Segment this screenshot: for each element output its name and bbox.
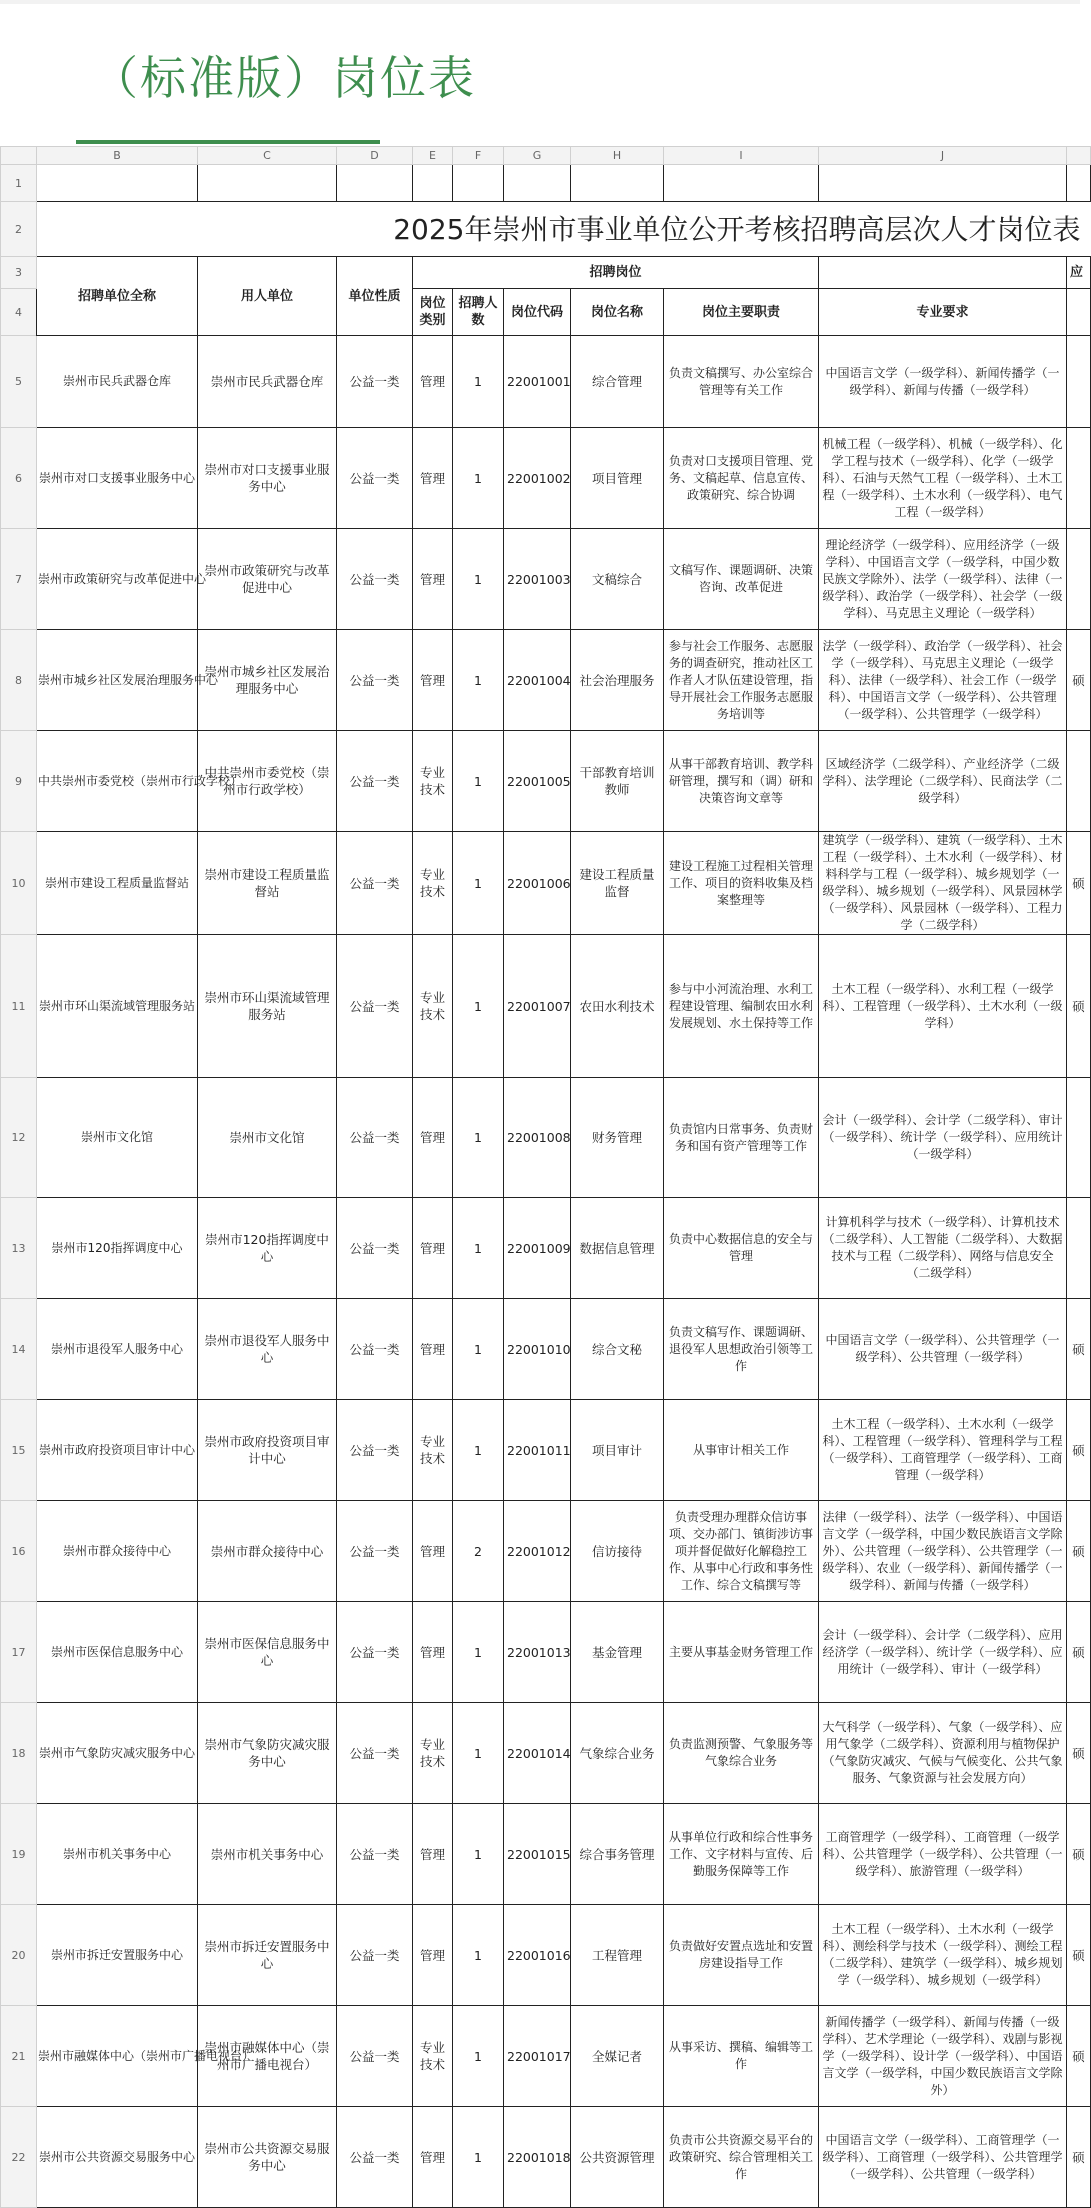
requirements-partial-cell[interactable] <box>1067 731 1091 832</box>
col-letter-partial[interactable] <box>1067 147 1091 165</box>
post-name-cell[interactable]: 全媒记者 <box>571 2006 664 2107</box>
employer-cell[interactable]: 崇州市民兵武器仓库 <box>198 336 337 428</box>
main-duties-cell[interactable]: 负责中心数据信息的安全与管理 <box>664 1198 819 1299</box>
unit-nature-cell[interactable]: 公益一类 <box>337 529 413 630</box>
row-number[interactable]: 13 <box>1 1198 37 1299</box>
unit-fullname-cell[interactable]: 崇州市退役军人服务中心 <box>37 1299 198 1400</box>
post-code-cell[interactable]: 22001007 <box>504 935 571 1078</box>
recruit-count-cell[interactable]: 1 <box>453 336 504 428</box>
post-category-cell[interactable]: 管理 <box>413 2107 453 2208</box>
employer-cell[interactable]: 崇州市退役军人服务中心 <box>198 1299 337 1400</box>
unit-nature-cell[interactable]: 公益一类 <box>337 1501 413 1602</box>
main-duties-cell[interactable]: 从事单位行政和综合性事务工作、文字材料与宣传、后勤服务保障等工作 <box>664 1804 819 1905</box>
post-code-cell[interactable]: 22001012 <box>504 1501 571 1602</box>
requirements-partial-cell[interactable]: 硕 <box>1067 1602 1091 1703</box>
major-requirements-cell[interactable]: 法律（一级学科）、法学（一级学科）、中国语言文学（一级学科，中国少数民族语言文学除外）、公共管理（一级学科）、公共管理学（一级学科）、农业（一级学科）、新闻传播学（一级学科）、新闻与传播（一级学科） <box>819 1501 1067 1602</box>
header-post-code[interactable]: 岗位代码 <box>504 289 571 336</box>
col-letter[interactable]: J <box>819 147 1067 165</box>
unit-fullname-cell[interactable]: 崇州市建设工程质量监督站 <box>37 832 198 935</box>
table-row <box>1 2107 1091 2208</box>
row-number[interactable]: 17 <box>1 1602 37 1703</box>
requirements-partial-cell[interactable] <box>1067 1198 1091 1299</box>
post-code-cell[interactable]: 22001014 <box>504 1703 571 1804</box>
requirements-partial-cell[interactable]: 硕 <box>1067 935 1091 1078</box>
unit-nature-cell[interactable]: 公益一类 <box>337 1602 413 1703</box>
col-letter[interactable]: F <box>453 147 504 165</box>
table-row <box>1 2006 1091 2107</box>
post-category-cell[interactable]: 专业技术 <box>413 2006 453 2107</box>
cell[interactable] <box>819 257 1067 289</box>
cell[interactable] <box>1067 165 1091 202</box>
post-name-cell[interactable]: 综合文秘 <box>571 1299 664 1400</box>
requirements-partial-cell[interactable]: 硕 <box>1067 1804 1091 1905</box>
row-number[interactable]: 21 <box>1 2006 37 2107</box>
post-category-cell[interactable]: 专业技术 <box>413 1703 453 1804</box>
major-requirements-cell[interactable]: 土木工程（一级学科）、水利工程（一级学科）、工程管理（一级学科）、土木水利（一级学科） <box>819 935 1067 1078</box>
major-requirements-cell[interactable]: 会计（一级学科）、会计学（二级学科）、审计（一级学科）、统计学（一级学科）、应用统计（一级学科） <box>819 1078 1067 1198</box>
post-name-cell[interactable]: 综合管理 <box>571 336 664 428</box>
post-category-cell[interactable]: 管理 <box>413 529 453 630</box>
requirements-partial-cell[interactable]: 硕 <box>1067 1299 1091 1400</box>
spreadsheet[interactable] <box>0 146 1085 2208</box>
major-requirements-cell[interactable]: 中国语言文学（一级学科）、新闻传播学（一级学科）、新闻与传播（一级学科） <box>819 336 1067 428</box>
cell[interactable] <box>664 165 819 202</box>
recruit-count-cell[interactable]: 1 <box>453 630 504 731</box>
major-requirements-cell[interactable]: 区域经济学（二级学科）、产业经济学（二级学科）、法学理论（二级学科）、民商法学（二级学科） <box>819 731 1067 832</box>
table-row <box>1 428 1091 529</box>
post-name-cell[interactable]: 干部教育培训教师 <box>571 731 664 832</box>
unit-nature-cell[interactable]: 公益一类 <box>337 1703 413 1804</box>
employer-cell[interactable]: 中共崇州市委党校（崇州市行政学校） <box>198 731 337 832</box>
unit-nature-cell[interactable]: 公益一类 <box>337 428 413 529</box>
cell[interactable] <box>571 165 664 202</box>
header-post-category[interactable]: 岗位类别 <box>413 289 453 336</box>
unit-nature-cell[interactable]: 公益一类 <box>337 832 413 935</box>
recruit-count-cell[interactable]: 1 <box>453 731 504 832</box>
cell[interactable] <box>453 165 504 202</box>
cell[interactable] <box>37 165 198 202</box>
post-code-cell[interactable]: 22001015 <box>504 1804 571 1905</box>
main-duties-cell[interactable]: 主要从事基金财务管理工作 <box>664 1602 819 1703</box>
post-category-cell[interactable]: 专业技术 <box>413 935 453 1078</box>
row-number[interactable]: 6 <box>1 428 37 529</box>
recruit-count-cell[interactable]: 1 <box>453 2006 504 2107</box>
employer-cell[interactable]: 崇州市群众接待中心 <box>198 1501 337 1602</box>
unit-fullname-cell[interactable]: 崇州市政府投资项目审计中心 <box>37 1400 198 1501</box>
requirements-partial-cell[interactable] <box>1067 529 1091 630</box>
main-duties-cell[interactable]: 参与中小河流治理、水利工程建设管理、编制农田水利发展规划、水土保持等工作 <box>664 935 819 1078</box>
recruit-count-cell[interactable]: 1 <box>453 1905 504 2006</box>
major-requirements-cell[interactable]: 计算机科学与技术（一级学科）、计算机技术（二级学科）、人工智能（二级学科）、大数据技术与工程（二级学科）、网络与信息安全（二级学科） <box>819 1198 1067 1299</box>
job-table <box>0 146 1091 2208</box>
post-category-cell[interactable]: 管理 <box>413 336 453 428</box>
employer-cell[interactable]: 崇州市政府投资项目审计中心 <box>198 1400 337 1501</box>
main-duties-cell[interactable]: 负责市公共资源交易平台的政策研究、综合管理相关工作 <box>664 2107 819 2208</box>
post-name-cell[interactable]: 社会治理服务 <box>571 630 664 731</box>
recruit-count-cell[interactable]: 1 <box>453 428 504 529</box>
table-row <box>1 1078 1091 1198</box>
requirements-partial-cell[interactable]: 硕 <box>1067 832 1091 935</box>
post-category-cell[interactable]: 管理 <box>413 1602 453 1703</box>
post-name-cell[interactable]: 建设工程质量监督 <box>571 832 664 935</box>
row-number[interactable]: 19 <box>1 1804 37 1905</box>
unit-fullname-cell[interactable]: 崇州市环山渠流域管理服务站 <box>37 935 198 1078</box>
unit-fullname-cell[interactable]: 崇州市气象防灾减灾服务中心 <box>37 1703 198 1804</box>
table-row <box>1 1198 1091 1299</box>
recruit-count-cell[interactable]: 1 <box>453 529 504 630</box>
main-duties-cell[interactable]: 负责文稿写作、课题调研、退役军人思想政治引领等工作 <box>664 1299 819 1400</box>
col-letter[interactable]: C <box>198 147 337 165</box>
header-requirements-partial[interactable]: 应 <box>1067 257 1091 289</box>
job-rows <box>1 336 1091 2208</box>
unit-fullname-cell[interactable]: 崇州市群众接待中心 <box>37 1501 198 1602</box>
header-unit-nature[interactable]: 单位性质 <box>337 257 413 336</box>
unit-nature-cell[interactable]: 公益一类 <box>337 731 413 832</box>
header-post-name[interactable]: 岗位名称 <box>571 289 664 336</box>
post-category-cell[interactable]: 管理 <box>413 1804 453 1905</box>
post-category-cell[interactable]: 管理 <box>413 428 453 529</box>
unit-fullname-cell[interactable]: 崇州市民兵武器仓库 <box>37 336 198 428</box>
column-letter-row <box>1 147 1091 165</box>
main-duties-cell[interactable]: 从事干部教育培训、教学科研管理，撰写和（调）研和决策咨询文章等 <box>664 731 819 832</box>
recruit-count-cell[interactable]: 1 <box>453 1804 504 1905</box>
post-code-cell[interactable]: 22001009 <box>504 1198 571 1299</box>
sheet-row-2 <box>1 202 1091 257</box>
recruit-count-cell[interactable]: 1 <box>453 1198 504 1299</box>
major-requirements-cell[interactable]: 法学（一级学科）、政治学（一级学科）、社会学（一级学科）、马克思主义理论（一级学科）、法律（一级学科）、社会工作（一级学科）、中国语言文学（一级学科）、公共管理（一级学科）、公共管理学（一级学科） <box>819 630 1067 731</box>
employer-cell[interactable]: 崇州市机关事务中心 <box>198 1804 337 1905</box>
main-duties-cell[interactable]: 文稿写作、课题调研、决策咨询、改革促进 <box>664 529 819 630</box>
main-duties-cell[interactable]: 负责受理办理群众信访事项、交办部门、镇街涉访事项并督促做好化解稳控工作、从事中心行政和事务性工作、综合文稿撰写等 <box>664 1501 819 1602</box>
employer-cell[interactable]: 崇州市融媒体中心（崇州市广播电视台） <box>198 2006 337 2107</box>
post-code-cell[interactable]: 22001018 <box>504 2107 571 2208</box>
employer-cell[interactable]: 崇州市120指挥调度中心 <box>198 1198 337 1299</box>
post-name-cell[interactable]: 信访接待 <box>571 1501 664 1602</box>
table-row <box>1 731 1091 832</box>
header-major-requirements[interactable]: 专业要求 <box>819 289 1067 336</box>
post-name-cell[interactable]: 农田水利技术 <box>571 935 664 1078</box>
requirements-partial-cell[interactable]: 硕 <box>1067 1905 1091 2006</box>
row-number[interactable]: 8 <box>1 630 37 731</box>
table-row <box>1 1905 1091 2006</box>
row-number[interactable]: 20 <box>1 1905 37 2006</box>
table-title[interactable]: 2025年崇州市事业单位公开考核招聘高层次人才岗位表 <box>37 202 1091 257</box>
major-requirements-cell[interactable]: 工商管理学（一级学科）、工商管理（一级学科）、公共管理学（一级学科）、公共管理（一级学科）、旅游管理（一级学科） <box>819 1804 1067 1905</box>
main-duties-cell[interactable]: 负责馆内日常事务、负责财务和国有资产管理等工作 <box>664 1078 819 1198</box>
post-name-cell[interactable]: 项目审计 <box>571 1400 664 1501</box>
post-category-cell[interactable]: 管理 <box>413 1905 453 2006</box>
unit-fullname-cell[interactable]: 崇州市机关事务中心 <box>37 1804 198 1905</box>
col-letter[interactable]: D <box>337 147 413 165</box>
unit-fullname-cell[interactable]: 中共崇州市委党校（崇州市行政学校） <box>37 731 198 832</box>
post-code-cell[interactable]: 22001010 <box>504 1299 571 1400</box>
row-number[interactable]: 14 <box>1 1299 37 1400</box>
requirements-partial-cell[interactable]: 硕 <box>1067 2107 1091 2208</box>
table-row <box>1 630 1091 731</box>
post-code-cell[interactable]: 22001005 <box>504 731 571 832</box>
unit-nature-cell[interactable]: 公益一类 <box>337 1198 413 1299</box>
post-code-cell[interactable]: 22001016 <box>504 1905 571 2006</box>
post-category-cell[interactable]: 管理 <box>413 1501 453 1602</box>
row-number[interactable]: 10 <box>1 832 37 935</box>
unit-nature-cell[interactable]: 公益一类 <box>337 1905 413 2006</box>
table-row <box>1 1703 1091 1804</box>
main-duties-cell[interactable]: 负责对口支援项目管理、党务、文稿起草、信息宣传、政策研究、综合协调 <box>664 428 819 529</box>
row-number[interactable]: 1 <box>1 165 37 202</box>
post-code-cell[interactable]: 22001013 <box>504 1602 571 1703</box>
unit-fullname-cell[interactable]: 崇州市对口支援事业服务中心 <box>37 428 198 529</box>
unit-nature-cell[interactable]: 公益一类 <box>337 1804 413 1905</box>
row-number[interactable]: 9 <box>1 731 37 832</box>
unit-nature-cell[interactable]: 公益一类 <box>337 630 413 731</box>
post-code-cell[interactable]: 22001004 <box>504 630 571 731</box>
sheet-row-3 <box>1 257 1091 289</box>
employer-cell[interactable]: 崇州市城乡社区发展治理服务中心 <box>198 630 337 731</box>
table-row <box>1 1299 1091 1400</box>
major-requirements-cell[interactable]: 大气科学（一级学科）、气象（一级学科）、应用气象学（二级学科）、资源利用与植物保护（气象防灾减灾、气候与气候变化、公共气象服务、气象资源与社会发展方向） <box>819 1703 1067 1804</box>
post-name-cell[interactable]: 文稿综合 <box>571 529 664 630</box>
requirements-partial-cell[interactable]: 硕 <box>1067 1400 1091 1501</box>
unit-nature-cell[interactable]: 公益一类 <box>337 1400 413 1501</box>
table-row <box>1 1804 1091 1905</box>
row-number[interactable]: 2 <box>1 202 37 257</box>
recruit-count-cell[interactable]: 1 <box>453 1703 504 1804</box>
post-code-cell[interactable]: 22001017 <box>504 2006 571 2107</box>
table-row <box>1 529 1091 630</box>
unit-fullname-cell[interactable]: 崇州市政策研究与改革促进中心 <box>37 529 198 630</box>
row-number[interactable]: 12 <box>1 1078 37 1198</box>
table-row <box>1 336 1091 428</box>
recruit-count-cell[interactable]: 1 <box>453 2107 504 2208</box>
header-recruit-count[interactable]: 招聘人数 <box>453 289 504 336</box>
row-number[interactable]: 15 <box>1 1400 37 1501</box>
post-category-cell[interactable]: 管理 <box>413 1078 453 1198</box>
col-letter[interactable]: E <box>413 147 453 165</box>
employer-cell[interactable]: 崇州市对口支援事业服务中心 <box>198 428 337 529</box>
major-requirements-cell[interactable]: 中国语言文学（一级学科）、工商管理学（一级学科）、工商管理（一级学科）、公共管理学（一级学科）、公共管理（一级学科） <box>819 2107 1067 2208</box>
main-duties-cell[interactable]: 负责文稿撰写、办公室综合管理等有关工作 <box>664 336 819 428</box>
post-name-cell[interactable]: 公共资源管理 <box>571 2107 664 2208</box>
row-number[interactable]: 22 <box>1 2107 37 2208</box>
requirements-partial-cell[interactable]: 硕 <box>1067 630 1091 731</box>
cell[interactable] <box>504 165 571 202</box>
post-category-cell[interactable]: 专业技术 <box>413 1400 453 1501</box>
post-code-cell[interactable]: 22001006 <box>504 832 571 935</box>
recruit-count-cell[interactable]: 1 <box>453 832 504 935</box>
header-unit-fullname[interactable]: 招聘单位全称 <box>37 257 198 336</box>
post-name-cell[interactable]: 气象综合业务 <box>571 1703 664 1804</box>
header-main-duties[interactable]: 岗位主要职责 <box>664 289 819 336</box>
post-name-cell[interactable]: 数据信息管理 <box>571 1198 664 1299</box>
unit-nature-cell[interactable]: 公益一类 <box>337 1078 413 1198</box>
row-number[interactable]: 4 <box>1 289 37 336</box>
unit-fullname-cell[interactable]: 崇州市医保信息服务中心 <box>37 1602 198 1703</box>
employer-cell[interactable]: 崇州市建设工程质量监督站 <box>198 832 337 935</box>
post-category-cell[interactable]: 专业技术 <box>413 832 453 935</box>
post-category-cell[interactable]: 管理 <box>413 1198 453 1299</box>
header-employer[interactable]: 用人单位 <box>198 257 337 336</box>
cell[interactable] <box>198 165 337 202</box>
employer-cell[interactable]: 崇州市气象防灾减灾服务中心 <box>198 1703 337 1804</box>
col-letter[interactable]: B <box>37 147 198 165</box>
table-row <box>1 1501 1091 1602</box>
row-number[interactable]: 11 <box>1 935 37 1078</box>
post-name-cell[interactable]: 基金管理 <box>571 1602 664 1703</box>
post-name-cell[interactable]: 财务管理 <box>571 1078 664 1198</box>
major-requirements-cell[interactable]: 中国语言文学（一级学科）、公共管理学（一级学科）、公共管理（一级学科） <box>819 1299 1067 1400</box>
major-requirements-cell[interactable]: 新闻传播学（一级学科）、新闻与传播（一级学科）、艺术学理论（一级学科）、戏剧与影视学（一级学科）、设计学（一级学科）、中国语言文学（一级学科，中国少数民族语言文学除外） <box>819 2006 1067 2107</box>
cell[interactable] <box>413 165 453 202</box>
unit-fullname-cell[interactable]: 崇州市拆迁安置服务中心 <box>37 1905 198 2006</box>
post-name-cell[interactable]: 项目管理 <box>571 428 664 529</box>
table-row <box>1 1400 1091 1501</box>
post-code-cell[interactable]: 22001002 <box>504 428 571 529</box>
table-row <box>1 1602 1091 1703</box>
employer-cell[interactable]: 崇州市环山渠流域管理服务站 <box>198 935 337 1078</box>
top-status-strip <box>0 0 1080 4</box>
employer-cell[interactable]: 崇州市政策研究与改革促进中心 <box>198 529 337 630</box>
recruit-count-cell[interactable]: 2 <box>453 1501 504 1602</box>
recruit-count-cell[interactable]: 1 <box>453 935 504 1078</box>
sheet-row-1 <box>1 165 1091 202</box>
recruit-count-cell[interactable]: 1 <box>453 1602 504 1703</box>
main-duties-cell[interactable]: 建设工程施工过程相关管理工作、项目的资料收集及档案整理等 <box>664 832 819 935</box>
cell[interactable] <box>1067 289 1091 336</box>
requirements-partial-cell[interactable]: 硕 <box>1067 1501 1091 1602</box>
cell[interactable] <box>819 165 1067 202</box>
post-code-cell[interactable]: 22001008 <box>504 1078 571 1198</box>
post-category-cell[interactable]: 管理 <box>413 1299 453 1400</box>
major-requirements-cell[interactable]: 理论经济学（一级学科）、应用经济学（一级学科）、中国语言文学（一级学科，中国少数民族文学除外）、法学（一级学科）、法律（一级学科）、政治学（一级学科）、社会学（一级学科）、马克思主义理论（一级学科） <box>819 529 1067 630</box>
recruit-count-cell[interactable]: 1 <box>453 1078 504 1198</box>
cell[interactable] <box>337 165 413 202</box>
main-duties-cell[interactable]: 参与社会工作服务、志愿服务的调查研究，推动社区工作者人才队伍建设管理，指导开展社会工作服务志愿服务培训等 <box>664 630 819 731</box>
main-duties-cell[interactable]: 从事采访、撰稿、编辑等工作 <box>664 2006 819 2107</box>
col-letter[interactable]: G <box>504 147 571 165</box>
major-requirements-cell[interactable]: 机械工程（一级学科）、机械（一级学科）、化学工程与技术（一级学科）、化学（一级学科）、石油与天然气工程（一级学科）、土木工程（一级学科）、土木水利（一级学科）、电气工程（一级学科） <box>819 428 1067 529</box>
active-tab-underline <box>76 140 380 144</box>
unit-fullname-cell[interactable]: 崇州市120指挥调度中心 <box>37 1198 198 1299</box>
unit-nature-cell[interactable]: 公益一类 <box>337 2006 413 2107</box>
post-category-cell[interactable]: 管理 <box>413 630 453 731</box>
major-requirements-cell[interactable]: 土木工程（一级学科）、土木水利（一级学科）、工程管理（一级学科）、管理科学与工程（一级学科）、工商管理学（一级学科）、工商管理（一级学科） <box>819 1400 1067 1501</box>
requirements-partial-cell[interactable]: 硕 <box>1067 2006 1091 2107</box>
post-code-cell[interactable]: 22001003 <box>504 529 571 630</box>
recruit-count-cell[interactable]: 1 <box>453 1299 504 1400</box>
post-name-cell[interactable]: 工程管理 <box>571 1905 664 2006</box>
post-name-cell[interactable]: 综合事务管理 <box>571 1804 664 1905</box>
table-row <box>1 935 1091 1078</box>
table-row <box>1 832 1091 935</box>
post-code-cell[interactable]: 22001011 <box>504 1400 571 1501</box>
requirements-partial-cell[interactable] <box>1067 428 1091 529</box>
col-letter[interactable]: H <box>571 147 664 165</box>
row-number[interactable]: 18 <box>1 1703 37 1804</box>
unit-nature-cell[interactable]: 公益一类 <box>337 1299 413 1400</box>
unit-fullname-cell[interactable]: 崇州市公共资源交易服务中心 <box>37 2107 198 2208</box>
post-code-cell[interactable]: 22001001 <box>504 336 571 428</box>
row-number[interactable]: 16 <box>1 1501 37 1602</box>
major-requirements-cell[interactable]: 土木工程（一级学科）、土木水利（一级学科）、测绘科学与技术（一级学科）、测绘工程（二级学科）、建筑学（一级学科）、城乡规划学（一级学科）、城乡规划（一级学科） <box>819 1905 1067 2006</box>
requirements-partial-cell[interactable] <box>1067 336 1091 428</box>
main-duties-cell[interactable]: 负责监测预警、气象服务等气象综合业务 <box>664 1703 819 1804</box>
unit-fullname-cell[interactable]: 崇州市城乡社区发展治理服务中心 <box>37 630 198 731</box>
requirements-partial-cell[interactable] <box>1067 1078 1091 1198</box>
unit-nature-cell[interactable]: 公益一类 <box>337 2107 413 2208</box>
unit-nature-cell[interactable]: 公益一类 <box>337 336 413 428</box>
row-number[interactable]: 5 <box>1 336 37 428</box>
main-duties-cell[interactable]: 负责做好安置点选址和安置房建设指导工作 <box>664 1905 819 2006</box>
employer-cell[interactable]: 崇州市文化馆 <box>198 1078 337 1198</box>
page-title: （标准版）岗位表 <box>92 51 476 105</box>
employer-cell[interactable]: 崇州市公共资源交易服务中心 <box>198 2107 337 2208</box>
select-all-corner[interactable] <box>1 147 37 165</box>
col-letter[interactable]: I <box>664 147 819 165</box>
recruit-count-cell[interactable]: 1 <box>453 1400 504 1501</box>
major-requirements-cell[interactable]: 会计（一级学科）、会计学（二级学科）、应用经济学（一级学科）、统计学（一级学科）、应用统计（一级学科）、审计（一级学科） <box>819 1602 1067 1703</box>
row-number[interactable]: 3 <box>1 257 37 289</box>
employer-cell[interactable]: 崇州市医保信息服务中心 <box>198 1602 337 1703</box>
main-duties-cell[interactable]: 从事审计相关工作 <box>664 1400 819 1501</box>
post-category-cell[interactable]: 专业技术 <box>413 731 453 832</box>
unit-fullname-cell[interactable]: 崇州市融媒体中心（崇州市广播电视台） <box>37 2006 198 2107</box>
requirements-partial-cell[interactable]: 硕 <box>1067 1703 1091 1804</box>
employer-cell[interactable]: 崇州市拆迁安置服务中心 <box>198 1905 337 2006</box>
unit-fullname-cell[interactable]: 崇州市文化馆 <box>37 1078 198 1198</box>
row-number[interactable]: 7 <box>1 529 37 630</box>
header-recruit-post-group[interactable]: 招聘岗位 <box>413 257 819 289</box>
major-requirements-cell[interactable]: 建筑学（一级学科）、建筑（一级学科）、土木工程（一级学科）、土木水利（一级学科）、材料科学与工程（一级学科）、城乡规划学（一级学科）、城乡规划（一级学科）、风景园林学（一级学科）、风景园林（一级学科）、工程力学（二级学科） <box>819 832 1067 935</box>
unit-nature-cell[interactable]: 公益一类 <box>337 935 413 1078</box>
